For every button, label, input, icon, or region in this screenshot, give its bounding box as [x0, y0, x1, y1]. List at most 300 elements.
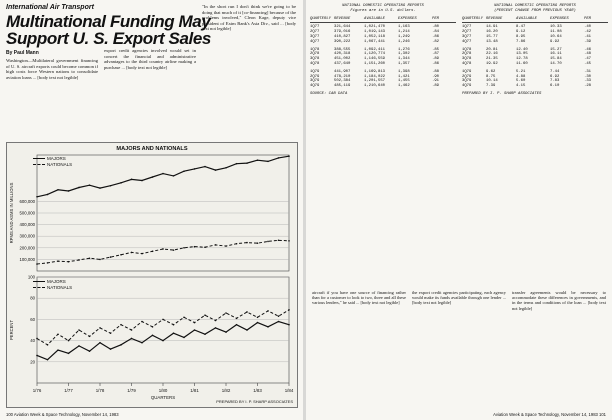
data-point	[120, 344, 122, 346]
data-point	[152, 326, 154, 328]
data-point	[47, 194, 49, 196]
table-cell: .28	[584, 84, 592, 89]
table-cell: .31	[584, 69, 592, 74]
headline	[6, 13, 211, 47]
table-footer: PREPARED BY I. P. SHARP ASSOCIATES	[462, 91, 542, 96]
table-cell: 10.14	[486, 79, 498, 84]
data-point	[78, 259, 80, 261]
table-cell: 15.84	[550, 57, 562, 62]
table-cell: 15.77	[486, 34, 498, 39]
data-point	[204, 314, 206, 316]
legend-swatch-solid	[33, 281, 45, 282]
data-point	[131, 252, 133, 254]
chart-credit: PREPARED BY I. P. SHARP ASSOCIATES	[216, 399, 293, 404]
legend-swatch-dashed	[33, 164, 45, 165]
y-tick-label: 100	[27, 274, 35, 280]
data-point	[131, 179, 133, 181]
table-cell: 1,214	[398, 30, 410, 35]
legend-item-nationals	[33, 162, 72, 168]
table-cell: 2Q77	[310, 30, 320, 35]
table-cell: 1,169,813	[364, 69, 386, 74]
table-cell: 410,827	[334, 34, 351, 39]
table-cell: .42	[584, 30, 592, 35]
table-cell: 7.86	[516, 39, 526, 44]
data-point	[183, 247, 185, 249]
table-cell: 13.05	[516, 52, 528, 57]
data-point	[57, 260, 59, 262]
table-cell: 1Q79	[462, 69, 472, 74]
chart-title: MAJORS AND NATIONALS	[116, 146, 188, 152]
table-cell: 390,222	[334, 39, 351, 44]
table-cell: 3Q79	[462, 79, 472, 84]
table-row	[462, 62, 608, 67]
table-subtitle: (PERCENT CHANGE FROM PREVIOUS YEAR)	[494, 8, 576, 13]
table-header-cell: PER	[432, 16, 440, 21]
table-cell: .85	[432, 47, 440, 52]
data-point	[173, 175, 175, 177]
x-tick-label: 1/81	[190, 388, 199, 393]
x-axis-label: QUARTERS	[150, 395, 176, 400]
x-tick-label: 1/77	[64, 388, 73, 393]
data-point	[78, 329, 80, 331]
data-point	[278, 239, 280, 241]
article-column-4: aircraft if you have one source of financing rather than for a customer to look to two, three and all these various lenders," he said ... [body text not legible]	[312, 290, 406, 306]
data-point	[131, 329, 133, 331]
table-header-cell: EXPENSES	[398, 16, 417, 21]
data-point	[89, 184, 91, 186]
data-point	[194, 246, 196, 248]
article-column-6: transfer agreements would be necessary to accommodate these differences in governments, and in the terms and conditions of the loan ... [body text not legible]	[512, 290, 606, 311]
x-tick-label: 1/82	[221, 388, 231, 393]
data-point	[152, 250, 154, 252]
table-cell: .30	[584, 74, 592, 79]
table-cell: 3Q77	[462, 34, 472, 39]
data-point	[194, 322, 196, 324]
table-cell: 1,421	[398, 74, 410, 79]
table-cell: 437,640	[334, 61, 351, 66]
table-cell: 15.27	[550, 47, 562, 52]
table-cell: 4Q78	[462, 61, 472, 66]
left-page	[0, 0, 303, 420]
legend-label: MAJORS	[47, 279, 66, 285]
series-line-majors	[37, 156, 289, 197]
data-point	[236, 163, 238, 165]
data-point	[183, 316, 185, 318]
table-cell: .48	[584, 52, 592, 57]
data-point	[141, 253, 143, 255]
table-cell: 478,210	[334, 74, 351, 79]
table-header-row	[462, 17, 608, 24]
data-point	[162, 319, 164, 321]
data-point	[267, 241, 269, 243]
x-tick-label: 1/84	[284, 388, 294, 393]
data-point	[141, 342, 143, 344]
data-point	[68, 353, 70, 355]
table-cell: .87	[432, 52, 440, 57]
article-column-2: export credit agencies involved would set in concert the financial and administrative advantages to the third country airline making a purchase ... [body text not legible]	[104, 48, 196, 70]
table-cell: 379,016	[334, 30, 351, 35]
table-cell: 4.88	[516, 74, 526, 79]
chart-figure	[6, 142, 298, 408]
data-point	[152, 176, 154, 178]
table-cell: 1,462	[398, 84, 410, 89]
data-point	[99, 327, 101, 329]
table-cell: 388,555	[334, 47, 351, 52]
table-header-cell: PER	[584, 16, 592, 21]
table-cell: 21.35	[486, 57, 498, 62]
stats-table	[310, 4, 456, 280]
article-column-5: the export credit agencies participating, each agency would make its funds available through one lender ... [body text not legible]	[412, 290, 506, 306]
table-cell: 4Q78	[310, 61, 320, 66]
table-header-cell: QUARTERLY	[310, 16, 332, 21]
x-tick-label: 1/80	[158, 388, 168, 393]
data-point	[236, 318, 238, 320]
data-point	[173, 332, 175, 334]
data-point	[204, 166, 206, 168]
data-point	[162, 340, 164, 342]
data-point	[36, 355, 38, 357]
table-cell: .91	[432, 79, 440, 84]
table-cell: 3Q78	[310, 57, 320, 62]
data-point	[99, 342, 101, 344]
table-cell: 1Q78	[310, 47, 320, 52]
legend-swatch-dashed	[33, 287, 45, 288]
table-cell: 1,249	[398, 34, 410, 39]
data-point	[89, 257, 91, 259]
line-chart	[7, 143, 297, 407]
data-point	[99, 187, 101, 189]
data-point	[99, 259, 101, 261]
data-point	[78, 187, 80, 189]
data-point	[257, 159, 259, 161]
table-cell: 4.15	[516, 84, 526, 89]
table-cell: 14.91	[486, 25, 498, 30]
table-cell: 420,318	[334, 52, 351, 57]
table-cell: 13.48	[486, 39, 498, 44]
data-point	[152, 335, 154, 337]
data-point	[246, 311, 248, 313]
data-point	[141, 180, 143, 182]
table-title: NATIONAL DOMESTIC OPERATING REPORTS	[342, 4, 424, 8]
headline-line-1: Multinational Funding May	[6, 12, 211, 31]
table-header-cell: REVENUE	[486, 16, 503, 21]
legend-item-nationals-pct	[33, 285, 72, 291]
table-cell: 2Q78	[310, 52, 320, 57]
data-point	[110, 256, 112, 258]
table-header-cell: REVENUE	[334, 16, 351, 21]
data-point	[225, 312, 227, 314]
data-point	[257, 322, 259, 324]
table-cell: 1,151,260	[364, 61, 386, 66]
data-point	[246, 329, 248, 331]
data-point	[110, 332, 112, 334]
data-point	[68, 340, 70, 342]
data-point	[89, 350, 91, 352]
table-cell: 5.21	[516, 69, 526, 74]
page-footer-right: Aviation Week & Space Technology, November 14, 1983 101	[493, 412, 606, 417]
table-row	[310, 84, 456, 89]
table-cell: 1,210,640	[364, 84, 386, 89]
data-point	[215, 169, 217, 171]
table-cell: 1Q77	[462, 25, 472, 30]
table-cell: 6.92	[550, 74, 560, 79]
table-cell: .89	[432, 57, 440, 62]
data-point	[204, 246, 206, 248]
table-cell: 1,357	[398, 61, 410, 66]
data-point	[89, 336, 91, 338]
table-header-cell: EXPENSES	[550, 16, 569, 21]
table-cell: 7.39	[486, 84, 496, 89]
table-cell: 2Q78	[462, 52, 472, 57]
table-cell: 16.20	[486, 30, 498, 35]
table-cell: 1,120,774	[364, 52, 386, 57]
y-tick-label: 60	[30, 316, 35, 322]
table-cell: 14.70	[550, 61, 562, 66]
table-cell: 12.78	[516, 57, 528, 62]
x-tick-label: 1/78	[95, 388, 105, 393]
data-point	[173, 249, 175, 251]
data-point	[236, 324, 238, 326]
data-point	[278, 157, 280, 159]
data-point	[183, 170, 185, 172]
y-tick-label: 600,000	[19, 198, 35, 204]
table-cell: 8.75	[486, 74, 496, 79]
table-subtitle: Figures are in U.S. dollars.	[350, 8, 416, 13]
table-cell: 1Q77	[310, 25, 320, 30]
legend-swatch-solid	[33, 158, 45, 159]
data-point	[162, 173, 164, 175]
y-tick-label: 500,000	[19, 210, 35, 216]
table-cell: 8.47	[516, 25, 526, 30]
table-cell: 1,302	[398, 52, 410, 57]
table-cell: 1,455	[398, 79, 410, 84]
data-point	[204, 333, 206, 335]
table-cell: 1,163	[398, 25, 410, 30]
table-cell: 5.60	[516, 79, 526, 84]
table-cell: 1,246	[398, 39, 410, 44]
table-cell: 321,644	[334, 25, 351, 30]
data-point	[278, 321, 280, 323]
x-tick-label: 1/79	[127, 388, 136, 393]
table-header-row	[310, 17, 456, 24]
data-point	[68, 190, 70, 192]
table-row	[462, 40, 608, 45]
table-cell: 16.11	[550, 52, 562, 57]
data-point	[162, 248, 164, 250]
y-tick-label: 300,000	[19, 233, 35, 239]
article-column-1: Washington—Multilateral government financing of U. S. aircraft exports could become common if high costs force Western nations to consolidate aviation loans ... [body text not legible]	[6, 58, 98, 80]
data-point	[68, 261, 70, 263]
data-point	[225, 331, 227, 333]
data-point	[288, 155, 290, 157]
data-point	[267, 161, 269, 163]
table-cell: 4Q77	[310, 39, 320, 44]
data-point	[57, 349, 59, 351]
data-point	[194, 329, 196, 331]
y-tick-label: 400,000	[19, 222, 35, 228]
table-cell: 10.33	[550, 25, 562, 30]
series-line-nationals	[37, 240, 289, 264]
table-cell: 1,021,470	[364, 25, 386, 30]
data-point	[288, 240, 290, 242]
table-cell: 4Q79	[462, 84, 472, 89]
table-cell: .45	[584, 61, 592, 66]
table-cell: .86	[432, 61, 440, 66]
table-cell: .41	[584, 34, 592, 39]
data-point	[246, 162, 248, 164]
table-cell: 10.64	[550, 34, 562, 39]
table-row	[310, 40, 456, 45]
data-point	[246, 242, 248, 244]
table-cell: 1,398	[398, 69, 410, 74]
table-cell: 11.08	[550, 30, 562, 35]
y-axis-label: PERCENT	[9, 319, 14, 341]
table-cell: .33	[584, 79, 592, 84]
y-tick-label: 200,000	[19, 245, 35, 251]
table-cell: 11.60	[516, 61, 528, 66]
data-point	[194, 168, 196, 170]
legend-label: MAJORS	[47, 156, 66, 162]
table-cell: 1,201,557	[364, 79, 386, 84]
data-point	[225, 245, 227, 247]
y-axis-label: RPMS AND ASMS IN MILLIONS	[9, 182, 14, 244]
table-cell: 1,052,118	[364, 34, 386, 39]
table-cell: .86	[432, 34, 440, 39]
data-point	[110, 185, 112, 187]
data-point	[215, 244, 217, 246]
x-tick-label: 1/83	[253, 388, 262, 393]
table-cell: .47	[584, 57, 592, 62]
table-header-cell: AVAILABLE	[516, 16, 538, 21]
table-cell: 1,092,411	[364, 47, 386, 52]
y-tick-label: 20	[30, 359, 35, 365]
table-row	[310, 62, 456, 67]
table-cell: 4Q77	[462, 39, 472, 44]
table-cell: 20.81	[486, 47, 498, 52]
table-cell: 8.95	[516, 34, 526, 39]
article-column-3: "In the short run I don't think we're going to be doing that much of it [co-financing] because of the problems involved," Cleon Kage, deputy vice president of Exim Bank's Asia Div., said ... [body text not legible]	[202, 4, 296, 32]
data-point	[36, 263, 38, 265]
table-cell: 7.44	[550, 69, 560, 74]
table-cell: 19.92	[486, 61, 498, 66]
data-point	[257, 242, 259, 244]
data-point	[120, 254, 122, 256]
section-kicker: International Air Transport	[6, 4, 94, 11]
table-cell: 1,146,559	[364, 57, 386, 62]
table-cell: .80	[432, 25, 440, 30]
data-point	[110, 348, 112, 350]
table-title: NATIONAL DOMESTIC OPERATING REPORTS	[494, 4, 576, 8]
table-cell: 3Q78	[462, 57, 472, 62]
chart-legend-lower	[33, 279, 72, 290]
table-cell: .46	[584, 47, 592, 52]
legend-label: NATIONALS	[47, 161, 73, 167]
data-point	[267, 310, 269, 312]
data-point	[47, 344, 49, 346]
table-cell: .89	[432, 84, 440, 89]
data-point	[47, 359, 49, 361]
data-point	[36, 338, 38, 340]
headline-line-2: Support U. S. Export Sales	[6, 29, 211, 48]
table-cell: 2Q79	[310, 74, 320, 79]
table-cell: 2Q77	[462, 30, 472, 35]
table-cell: 9.62	[486, 69, 496, 74]
page-footer-left: 100 Aviation Week & Space Technology, November 14, 1983	[6, 412, 119, 417]
table-cell: 1Q78	[462, 47, 472, 52]
data-point	[215, 327, 217, 329]
table-header-cell: AVAILABLE	[364, 16, 386, 21]
table-cell: 1Q79	[310, 69, 320, 74]
table-cell: .88	[432, 69, 440, 74]
data-point	[120, 324, 122, 326]
data-point	[57, 189, 59, 191]
data-point	[215, 320, 217, 322]
byline: By Paul Mann	[6, 50, 39, 56]
table-cell: 1,184,022	[364, 74, 386, 79]
table-cell: 6.10	[550, 84, 560, 89]
table-cell: 441,907	[334, 69, 351, 74]
plot-frame	[37, 277, 289, 383]
table-cell: 12.40	[516, 47, 528, 52]
table-cell: 4Q79	[310, 84, 320, 89]
data-point	[131, 338, 133, 340]
data-point	[267, 326, 269, 328]
table-cell: 1,276	[398, 47, 410, 52]
data-point	[288, 324, 290, 326]
data-point	[141, 321, 143, 323]
right-page	[306, 0, 612, 420]
data-point	[120, 182, 122, 184]
y-tick-label: 40	[30, 338, 35, 344]
data-point	[36, 196, 38, 198]
data-point	[183, 337, 185, 339]
table-cell: 9.92	[550, 39, 560, 44]
table-cell: 3Q79	[310, 79, 320, 84]
table-footer: SOURCE: CAB DATA	[310, 91, 348, 96]
table-cell: .84	[432, 30, 440, 35]
x-tick-label: 1/76	[32, 388, 42, 393]
table-cell: 1,019,143	[364, 30, 386, 35]
data-point	[225, 167, 227, 169]
table-cell: 451,002	[334, 57, 351, 62]
table-cell: .90	[432, 74, 440, 79]
legend-label: NATIONALS	[47, 284, 73, 290]
data-point	[278, 315, 280, 317]
table-cell: .40	[584, 25, 592, 30]
table-cell: 9.12	[516, 30, 526, 35]
table-cell: 3Q77	[310, 34, 320, 39]
table-header-cell: QUARTERLY	[462, 16, 484, 21]
table-row	[462, 84, 608, 89]
y-tick-label: 100,000	[19, 256, 35, 262]
stats-table	[462, 4, 608, 280]
data-point	[78, 345, 80, 347]
table-cell: 1,067,441	[364, 39, 386, 44]
data-point	[288, 309, 290, 311]
table-cell: 2Q79	[462, 74, 472, 79]
data-point	[173, 324, 175, 326]
table-cell: 7.83	[550, 79, 560, 84]
table-cell: 485,119	[334, 84, 351, 89]
data-point	[236, 243, 238, 245]
table-cell: 1,344	[398, 57, 410, 62]
table-cell: .82	[432, 39, 440, 44]
y-tick-label: 80	[30, 295, 35, 301]
table-cell: .39	[584, 39, 592, 44]
table-cell: 502,384	[334, 79, 351, 84]
data-point	[47, 262, 49, 264]
table-cell: 22.16	[486, 52, 498, 57]
